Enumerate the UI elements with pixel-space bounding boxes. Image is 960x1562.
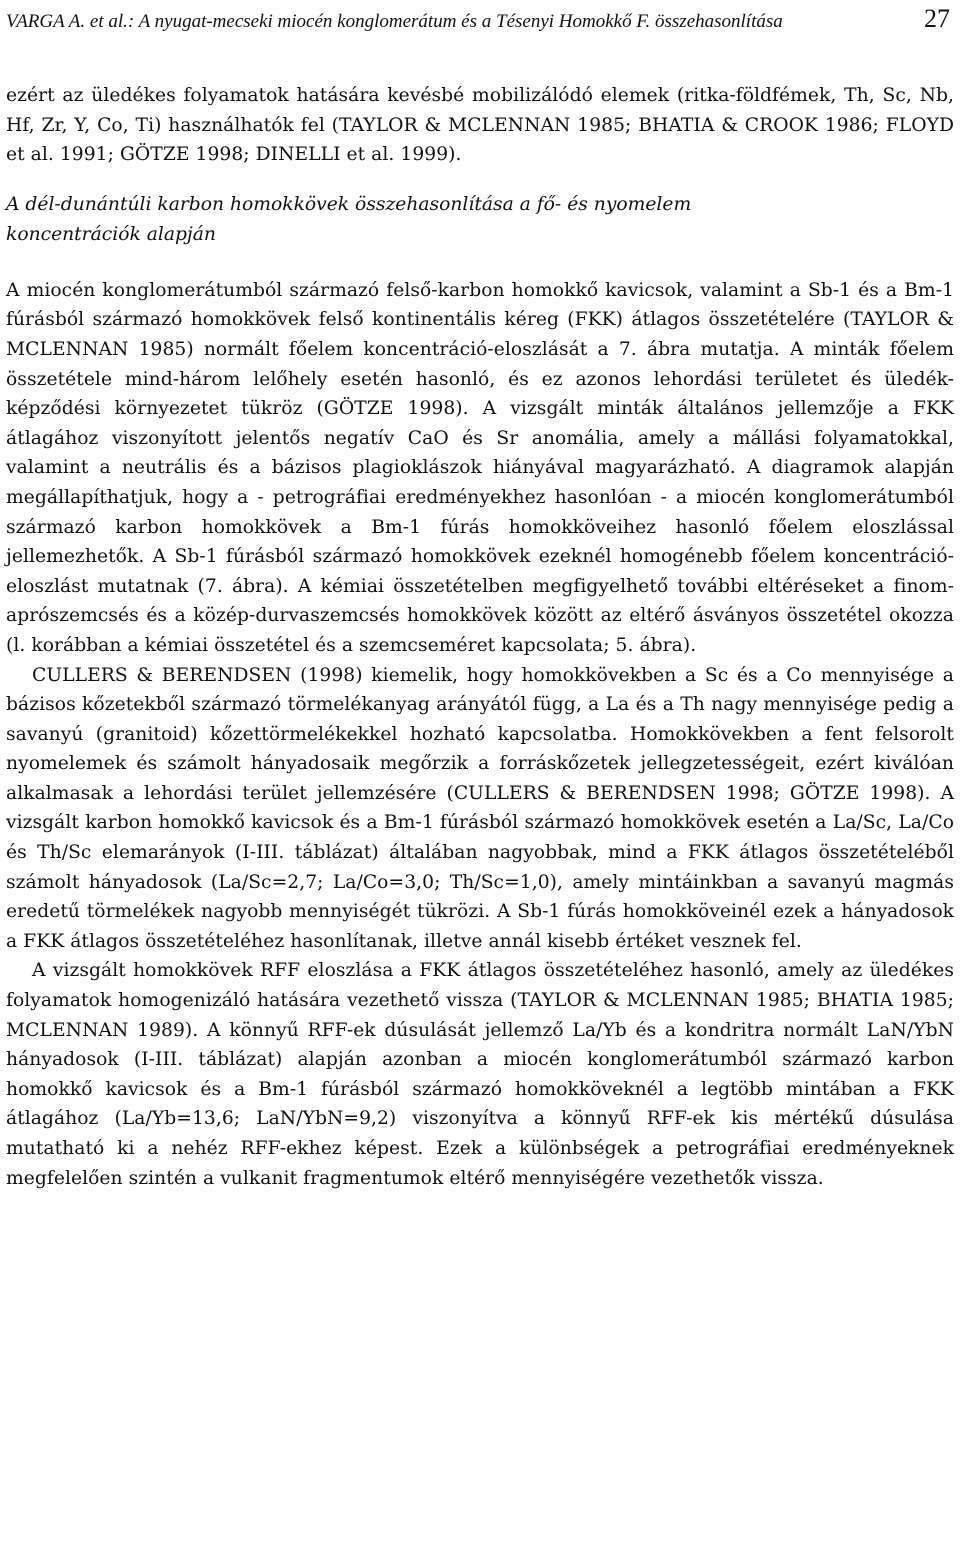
- page-number: 27: [924, 4, 950, 33]
- document-page: [6, 0, 954, 1193]
- header-title: VARGA A. et al.: A nyugat-mecseki miocén konglomerátum és a Tésenyi Homokkő F. összehasonlítása: [6, 11, 783, 32]
- paragraph-major-elements: A miocén konglomerátumból származó felső-karbon homokkő kavicsok, valamint a Sb-1 és a Bm-1 fúrásból származó homokkövek felső kontinentális kéreg (FKK) átlagos összetételére (TAYLOR & MCLENNAN 1985) normált főelem koncentráció-eloszlását a 7. ábra mutatja. A minták főelem összetétele mind-három lelőhely esetén hasonló, és ez azonos lehordási területet és üledék-képződési környezetet tükröz (GÖTZE 1998). A vizsgált minták általános jellemzője a FKK átlagához viszonyított jelentős negatív CaO és Sr anomália, amely a mállási folyamatokkal, valamint a neutrális és a bázisos plagioklászok hiányával magyarázható. A diagramok alapján megállapíthatjuk, hogy a - petrográfiai eredményekhez hasonlóan - a miocén konglomerátumból származó karbon homokkövek a Bm-1 fúrás homokköveihez hasonló főelem eloszlással jellemezhetők. A Sb-1 fúrásból származó homokkövek ezeknél homogénebb főelem koncentráció-eloszlást mutatnak (7. ábra). A kémiai összetételben megfigyelhető további eltéréseket a finom-aprószemcsés és a közép-durvaszemcsés homokkövek között az eltérő ásványos összetétel okozza (l. korábban a kémiai összetétel és a szemcseméret kapcsolata; 5. ábra).: [6, 279, 954, 656]
- intro-paragraph: ezért az üledékes folyamatok hatására kevésbé mobilizálódó elemek (ritka-földfémek, Th, Sc, Nb, Hf, Zr, Y, Co, Ti) használhatók fel (TAYLOR & MCLENNAN 1985; BHATIA & CROOK 1986; FLOYD et al. 1991; GÖTZE 1998; DINELLI et al. 1999).: [6, 85, 954, 166]
- paragraph-trace-elements: CULLERS & BERENDSEN (1998) kiemelik, hogy homokkövekben a Sc és a Co mennyisége a bázisos kőzetekből származó törmelékanyag arányától függ, a La és a Th nagy mennyisége pedig a savanyú (granitoid) kőzettörmelékekkel hozható kapcsolatba. Homokkövekben a fent felsorolt nyomelemek és számolt hányadosaik megőrzik a forráskőzetek jellegzetességeit, ezért kiválóan alkalmasak a lehordási terület jellemzésére (CULLERS & BERENDSEN 1998; GÖTZE 1998). A vizsgált karbon homokkő kavicsok és a Bm-1 fúrásból származó homokkövek esetén a La/Sc, La/Co és Th/Sc elemarányok (I-III. táblázat) általában nagyobbak, mind a FKK átlagos összetételéből számolt hányadosok (La/Sc=2,7; La/Co=3,0; Th/Sc=1,0), amely mintáinkban a savanyú magmás eredetű törmelékek nagyobb mennyiségét tükrözi. A Sb-1 fúrás homokköveinél ezek a hányadosok a FKK átlagos összetételéhez hasonlítanak, illetve annál kisebb értéket vesznek fel.: [6, 664, 954, 952]
- running-header: [6, 0, 954, 33]
- section-heading: A dél-dunántúli karbon homokkövek összehasonlítása a fő- és nyomelem koncentrációk alapján: [6, 193, 692, 245]
- paragraph-ree-distribution: A vizsgált homokkövek RFF eloszlása a FKK átlagos összetételéhez hasonló, amely az üledékes folyamatok homogenizáló hatására vezethető vissza (TAYLOR & MCLENNAN 1985; BHATIA 1985; MCLENNAN 1989). A könnyű RFF-ek dúsulását jellemző La/Yb és a kondritra normált LaN/YbN hányadosok (I-III. táblázat) alapján azonban a miocén konglomerátumból származó karbon homokkő kavicsok és a Bm-1 fúrásból származó homokköveknél a legtöbb mintában a FKK átlagához (La/Yb=13,6; LaN/YbN=9,2) viszonyítva a könnyű RFF-ek kis mértékű dúsulása mutatható ki a nehéz RFF-ekhez képest. Ezek a különbségek a petrográfiai eredményeknek megfelelően szintén a vulkanit fragmentumok eltérő mennyiségére vezethetők vissza.: [6, 960, 954, 1189]
